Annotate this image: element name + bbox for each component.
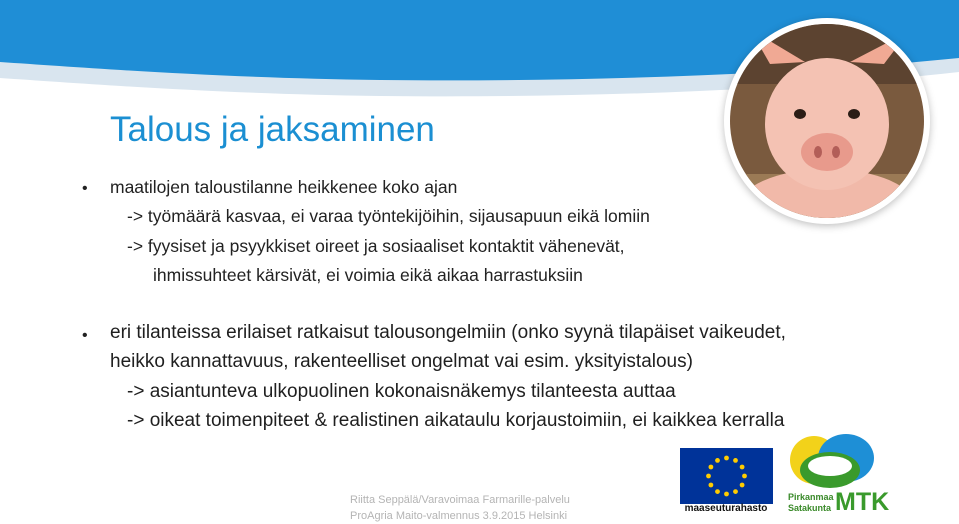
eu-fund-caption: maaseuturahasto (684, 503, 768, 514)
bullet-2-line-4: -> oikeat toimenpiteet & realistinen aikataulu korjaustoimiin, ei kaikkea kerralla (127, 410, 785, 431)
pig-illustration (730, 24, 924, 218)
bullet-2-line-2: heikko kannattavuus, rakenteelliset ongelmat vai esim. yksityistalous) (110, 351, 693, 372)
pig-photo (730, 24, 924, 218)
mtk-region-line-2: Satakunta (788, 503, 832, 513)
bullet-1-line-3: -> fyysiset ja psyykkiset oireet ja sosiaaliset kontaktit vähenevät, (127, 236, 625, 256)
footer-author: Riitta Seppälä/Varavoimaa Farmarille-palvelu (350, 494, 570, 506)
bullet-1-line-1: maatilojen taloustilanne heikkenee koko ajan (110, 177, 458, 197)
mtk-wordmark: MTK (835, 488, 890, 516)
footer-event: ProAgria Maito-valmennus 3.9.2015 Helsinki (350, 510, 568, 522)
bullet-2-line-3: -> asiantunteva ulkopuolinen kokonaisnäkemys tilanteesta auttaa (127, 381, 676, 402)
bullet-1-line-2: -> työmäärä kasvaa, ei varaa työntekijöihin, sijausapuun eikä lomiin (127, 206, 650, 226)
slide-title: Talous ja jaksaminen (110, 110, 435, 149)
mtk-region-label (788, 492, 834, 514)
bullet-1-line-4: ihmissuhteet kärsivät, ei voimia eikä aikaa harrastuksiin (153, 265, 583, 285)
bullet-2-line-1: eri tilanteissa erilaiset ratkaisut talousongelmiin (onko syynä tilapäiset vaikeudet, (110, 322, 786, 343)
mtk-region-line-1: Pirkanmaa (788, 492, 834, 502)
pig-photo-frame (724, 18, 930, 224)
bullet-marker: • (82, 180, 88, 197)
bullet-marker: • (82, 327, 88, 344)
eu-flag-icon (680, 448, 773, 504)
